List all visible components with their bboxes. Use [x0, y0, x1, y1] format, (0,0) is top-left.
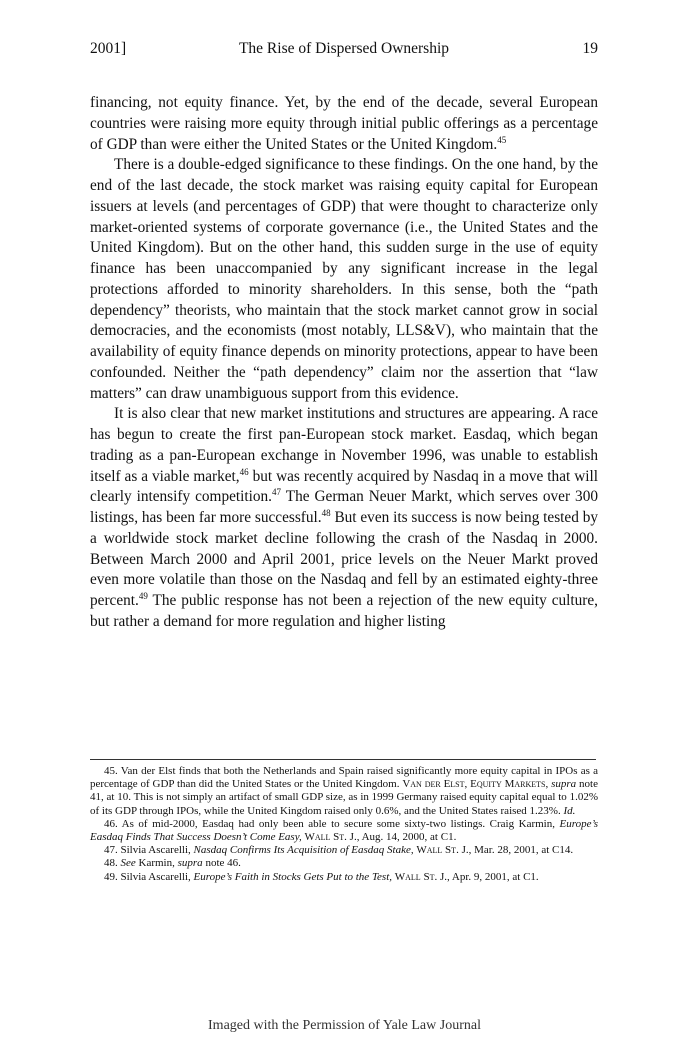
fn48-text-c: note 46.	[202, 857, 241, 870]
paragraph-2: There is a double-edged significance to these findings. On the one hand, by the end of the last decade, the stock market was raising equity capital for European issuers at levels (and percentages of GDP) that were thought to characterize only market-oriented systems of corporate governance (i.e., the United States and the United Kingdom). But on the other hand, this sudden surge in the use of equity finance has been unaccompanied by any significant increase in the legal protections afforded to minority shareholders. In this sense, both the “path dependency” theorists, who maintain that the stock market cannot grow in social democracies, and the economists (most notably, LLS&V), who maintain that the availability of equity finance depends on minority protections, appear to have been confounded. Neither the “path dependency” claim nor the assertion that “law matters” can draw unambiguous support from this evidence.	[90, 156, 598, 402]
fn47-text-b: Mar. 28, 2001, at C14.	[471, 844, 574, 857]
paragraph-3-s2: but was recently acquired by Nasdaq in a move that will clearly intensify competition.	[90, 467, 598, 506]
page-number: 19	[582, 40, 598, 57]
paragraph-3-s1: It is also clear that new market institutions and structures are appearing. A race has begun to create the first pan-European stock market. Easdaq, which began trading as a pan-European exchange in November 1996, was unable to establish itself as a viable market,	[90, 405, 598, 485]
paragraph-1-text: financing, not equity finance. Yet, by the end of the decade, several European countries were raising more equity through initial public offerings as a percentage of GDP than were either the United States or the United Kingdom.	[90, 94, 598, 153]
fn45-citation: Van der Elst, Equity Markets,	[402, 778, 549, 791]
fn45-id: Id.	[563, 804, 576, 817]
header-title: The Rise of Dispersed Ownership	[238, 40, 450, 57]
footnote-46	[90, 818, 598, 844]
fn46-text-b: Aug. 14, 2000, at C1.	[359, 831, 457, 844]
footnote-ref-45[interactable]: 45	[497, 134, 507, 145]
fn47-text-a: 47. Silvia Ascarelli,	[104, 844, 194, 857]
footnote-ref-49[interactable]: 49	[138, 591, 148, 601]
paragraph-3	[90, 404, 598, 632]
footnote-47	[90, 844, 598, 857]
footnote-divider	[90, 759, 596, 760]
fn48-see: See	[120, 857, 136, 870]
footnote-ref-46[interactable]: 46	[239, 466, 249, 477]
fn47-article-title: Nasdaq Confirms Its Acquisition of Easdaq Stake,	[193, 844, 414, 857]
fn45-text-c: note 41, at 10. This is not simply an artifact of small GDP size, as in 1999 Germany raised equity capital equal to 1.02% of its GDP through IPOs, while the United Kingdom raised only 0.6%, and the United States raised 1.23%.	[90, 778, 598, 817]
footnote-45	[90, 765, 598, 818]
paragraph-3-s3: The German Neuer Markt, which serves over 300 listings, has been far more successful.	[90, 488, 598, 526]
running-header	[90, 40, 598, 62]
fn46-article-title: Europe’s Easdaq Finds That Success Doesn’t Come Easy,	[90, 817, 598, 844]
fn46-text-a: 46. As of mid-2000, Easdaq had only been able to secure some sixty-two listings. Craig Karmin,	[104, 817, 560, 830]
fn49-text-b: Apr. 9, 2001, at C1.	[449, 870, 539, 883]
footnote-49	[90, 871, 598, 884]
permission-footer: Imaged with the Permission of Yale Law Journal	[208, 1018, 481, 1033]
fn49-article-title: Europe’s Faith in Stocks Gets Put to the Test,	[193, 870, 393, 883]
fn47-journal: Wall St. J.,	[416, 844, 472, 857]
fn45-text-a: 45. Van der Elst finds that both the Netherlands and Spain raised significantly more equity capital in IPOs as a percentage of GDP than did the United States or the United Kingdom.	[90, 765, 598, 791]
fn48-supra: supra	[177, 857, 203, 870]
fn48-text-b: Karmin,	[135, 857, 178, 870]
fn49-journal: Wall St. J.,	[394, 870, 450, 883]
footnote-48	[90, 857, 598, 870]
footnote-ref-47[interactable]: 47	[272, 487, 282, 498]
body-text	[90, 93, 598, 633]
footnote-ref-48[interactable]: 48	[321, 508, 331, 518]
paragraph-3-s4: But even its success is now being tested by a worldwide stock market decline following the crash of the Nasdaq in 2000. Between March 2000 and April 2001, price levels on the Neuer Markt proved even more volatile than those on the Nasdaq and fell by an estimated eighty-three percent.	[90, 509, 599, 609]
footnotes	[90, 765, 598, 884]
fn46-journal: Wall St. J.,	[304, 831, 360, 844]
paragraph-1	[90, 93, 598, 155]
paragraph-3-s5: The public response has not been a rejection of the new equity culture, but rather a demand for more regulation and higher listing	[90, 592, 598, 630]
fn45-supra: supra	[551, 778, 577, 791]
fn49-text-a: 49. Silvia Ascarelli,	[104, 870, 194, 883]
fn48-text-a: 48.	[104, 857, 121, 870]
header-year: 2001]	[90, 40, 127, 57]
